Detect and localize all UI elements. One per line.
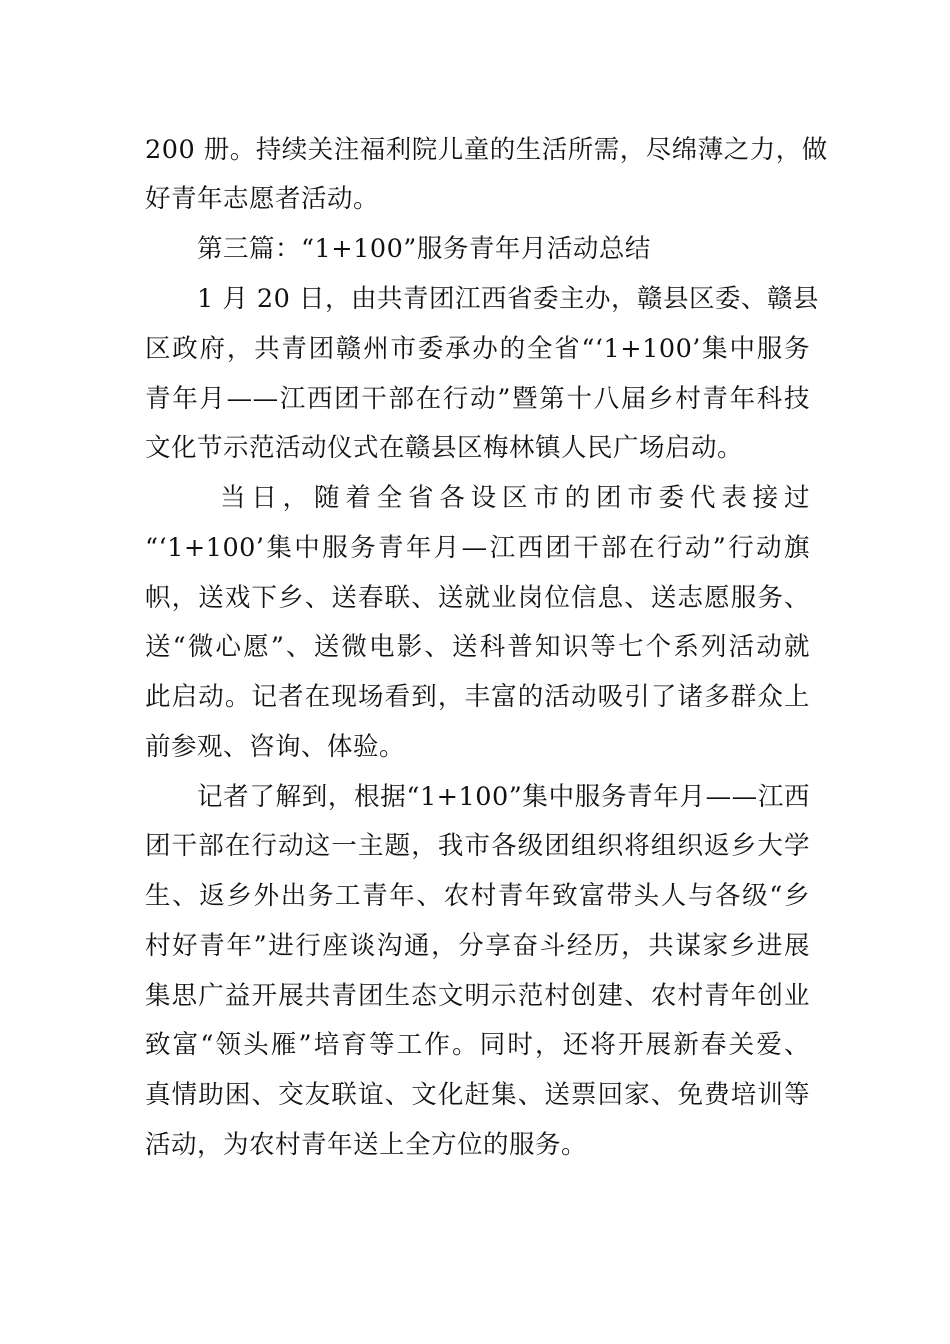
text-line: 村好青年”进行座谈沟通，分享奋斗经历，共谋家乡进展 bbox=[145, 931, 810, 961]
text-line: 区政府，共青团赣州市委承办的全省“‘1+100’集中服务 bbox=[145, 334, 810, 364]
text-line: 生、返乡外出务工青年、农村青年致富带头人与各级“乡 bbox=[145, 881, 810, 911]
text-line: 1 月 20 日，由共青团江西省委主办，赣县区委、赣县 bbox=[197, 284, 819, 314]
text-line: 帜，送戏下乡、送春联、送就业岗位信息、送志愿服务、 bbox=[145, 583, 810, 613]
text-line: 200 册。持续关注福利院儿童的生活所需，尽绵薄之力，做 bbox=[145, 135, 828, 165]
text-line: 集思广益开展共青团生态文明示范村创建、农村青年创业 bbox=[145, 981, 810, 1011]
text-line: 文化节示范活动仪式在赣县区梅林镇人民广场启动。 bbox=[145, 433, 744, 463]
text-line: 送“微心愿”、送微电影、送科普知识等七个系列活动就 bbox=[145, 632, 810, 662]
text-line: 活动，为农村青年送上全方位的服务。 bbox=[145, 1130, 588, 1160]
text-line: 当日，随着全省各设区市的团市委代表接过 bbox=[220, 483, 810, 513]
text-line: 记者了解到，根据“1+100”集中服务青年月——江西 bbox=[197, 782, 810, 812]
section-heading: 第三篇：“1+100”服务青年月活动总结 bbox=[197, 234, 651, 264]
text-line: 致富“领头雁”培育等工作。同时，还将开展新春关爱、 bbox=[145, 1030, 810, 1060]
text-line: 此启动。记者在现场看到，丰富的活动吸引了诸多群众上 bbox=[145, 682, 810, 712]
text-line: “‘1+100’集中服务青年月—江西团干部在行动”行动旗 bbox=[145, 533, 810, 563]
text-line: 团干部在行动这一主题，我市各级团组织将组织返乡大学 bbox=[145, 831, 810, 861]
text-line: 青年月——江西团干部在行动”暨第十八届乡村青年科技 bbox=[145, 384, 810, 414]
text-line: 好青年志愿者活动。 bbox=[145, 184, 380, 214]
text-line: 真情助困、交友联谊、文化赶集、送票回家、免费培训等 bbox=[145, 1080, 810, 1110]
text-line: 前参观、咨询、体验。 bbox=[145, 732, 406, 762]
